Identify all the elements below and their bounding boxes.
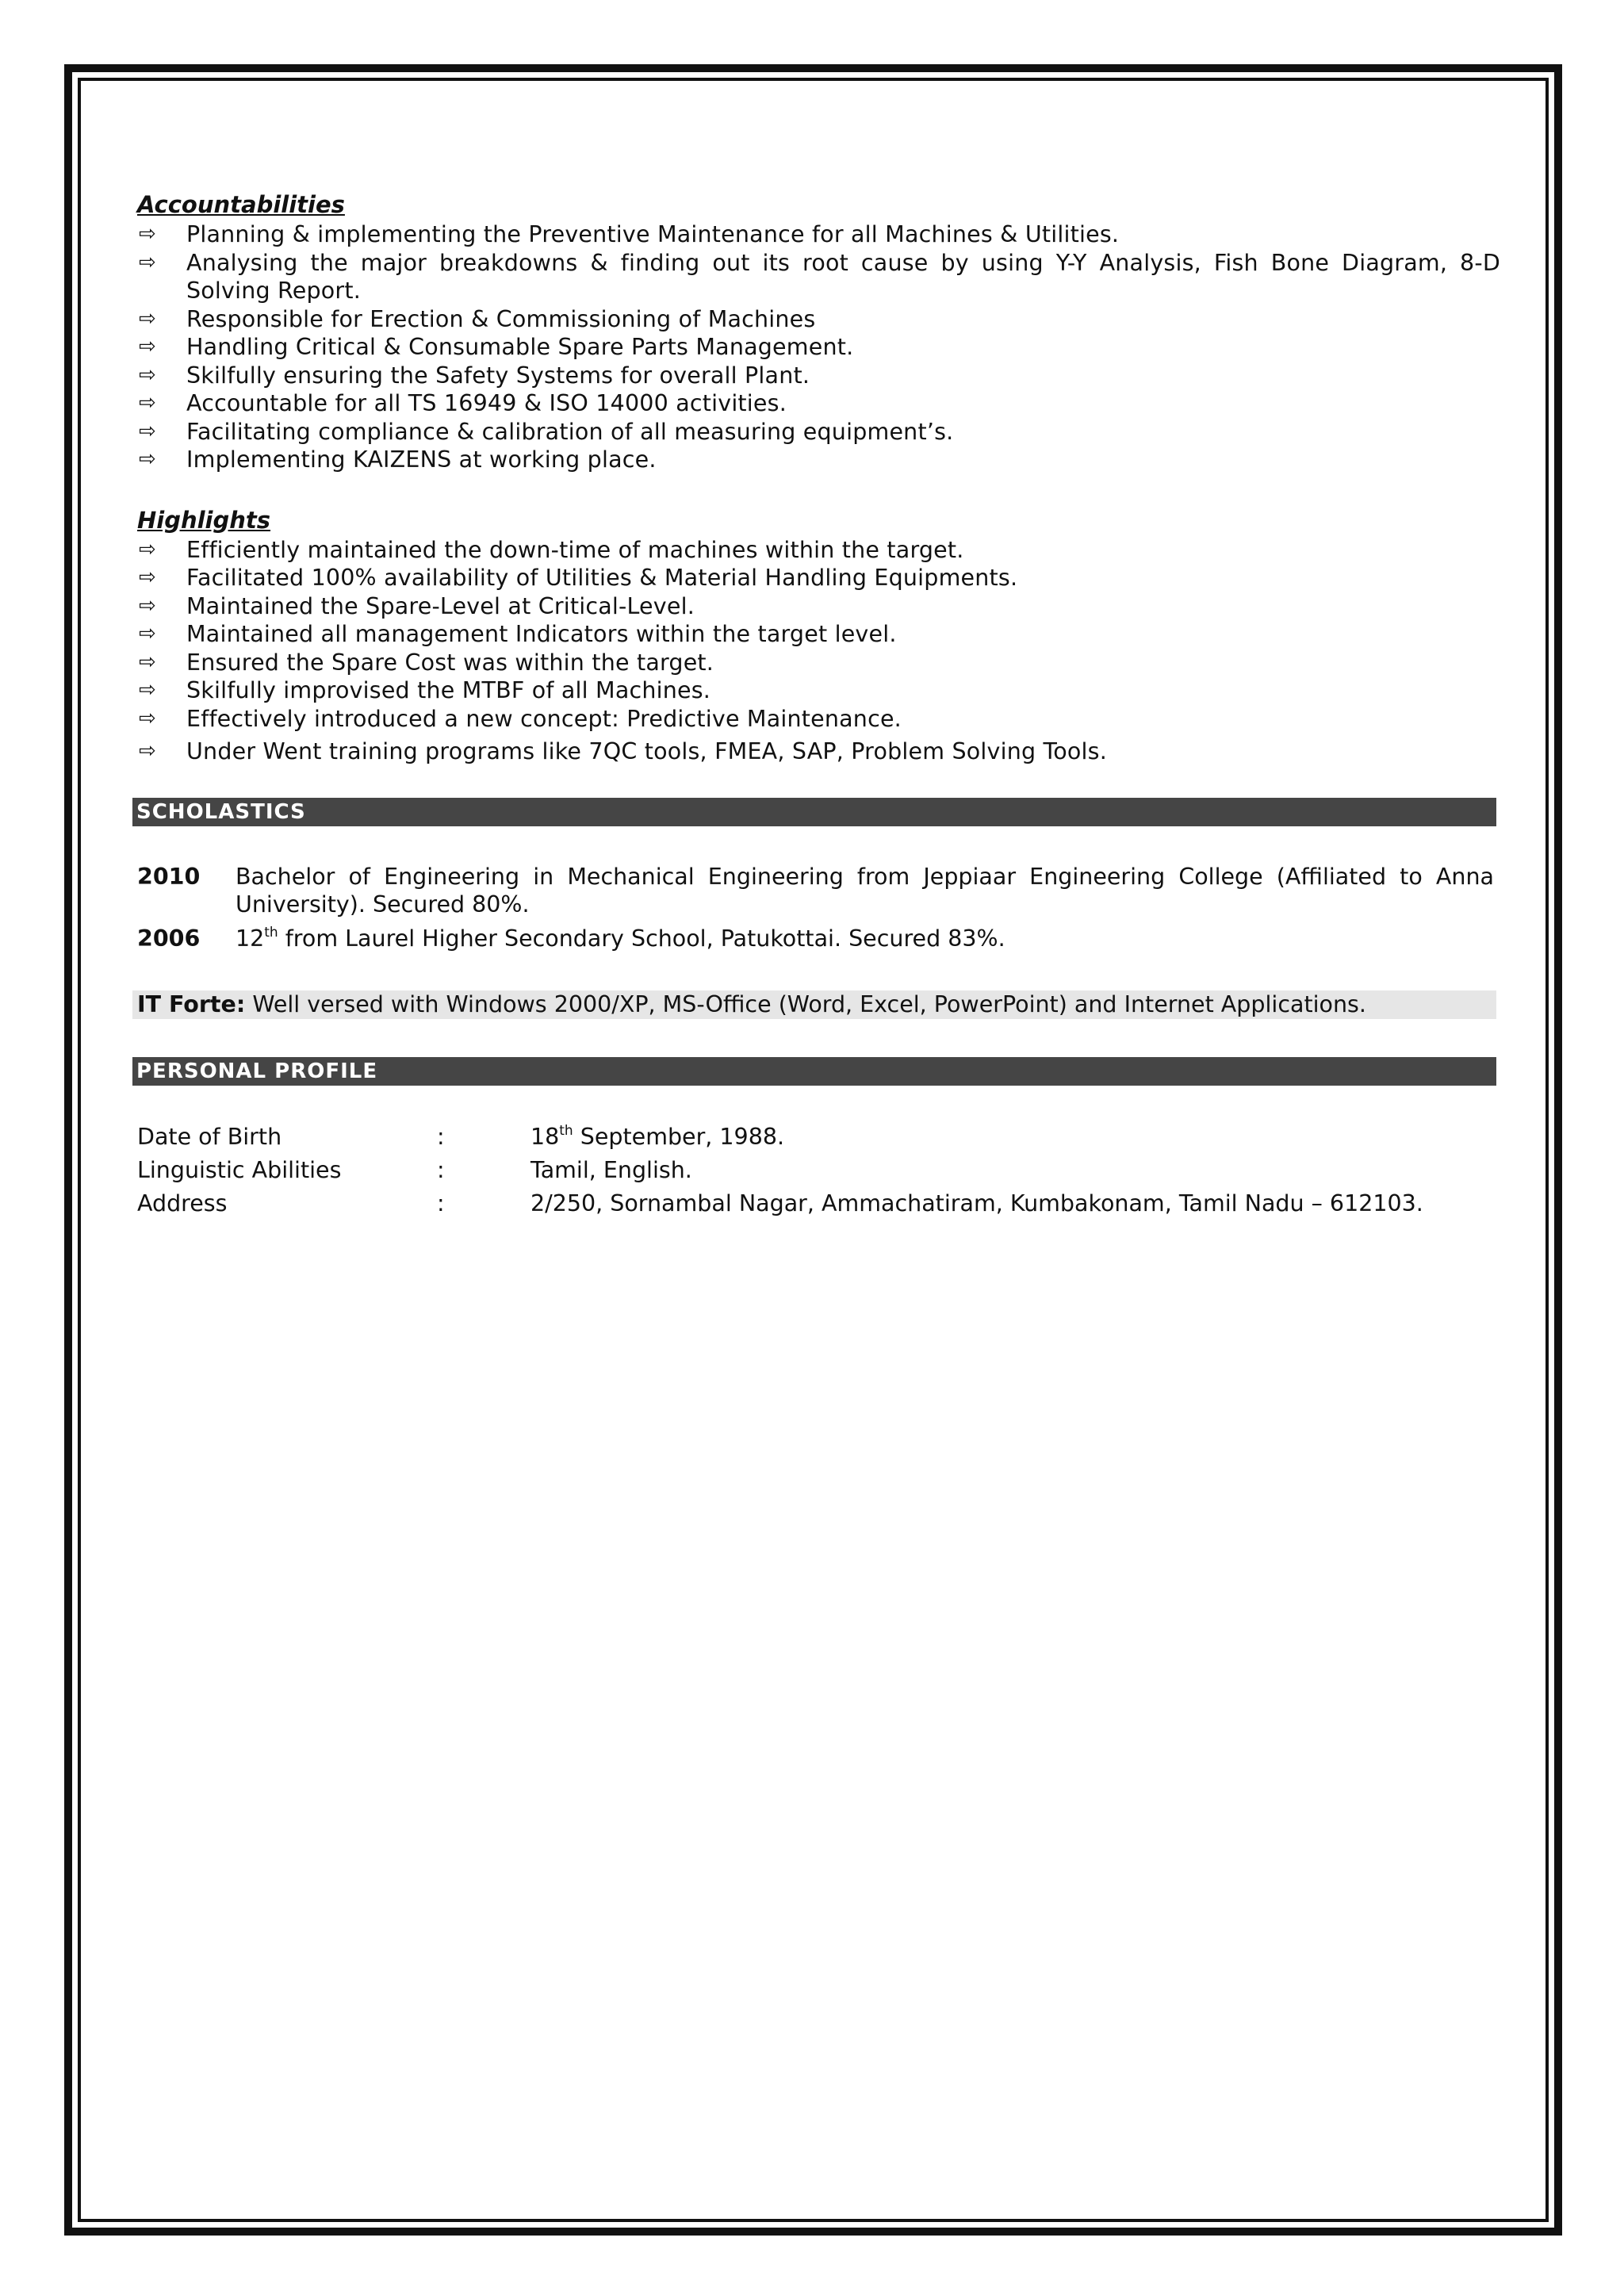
list-item: ⇨ Ensured the Spare Cost was within the target. [139,649,714,676]
list-item: ⇨ Under Went training programs like 7QC tools, FMEA, SAP, Problem Solving Tools. [139,738,1107,764]
dob-value: 18th September, 1988. [530,1122,785,1150]
it-forte-label: IT Forte: [137,990,246,1017]
list-item: ⇨ Handling Critical & Consumable Spare Parts Management. [139,334,854,360]
list-item: ⇨ Effectively introduced a new concept: Predictive Maintenance. [139,705,902,732]
scholastics-list [137,863,1500,952]
dob-label: Date of Birth [137,1123,282,1150]
list-item: ⇨ Facilitating compliance & calibration of all measuring equipment’s. [139,418,954,445]
list-item: ⇨ Planning & implementing the Preventive Maintenance for all Machines & Utilities. [139,221,1120,247]
table-row [137,1154,1423,1187]
arrow-bullet-icon: ⇨ [139,419,156,443]
languages-value: Tamil, English. [530,1156,692,1183]
education-detail: 12th from Laurel Higher Secondary School, Patukottai. Secured 83%. [236,924,1005,952]
arrow-bullet-icon: ⇨ [139,593,156,618]
personal-profile-table [137,1121,1423,1220]
list-item: ⇨ Responsible for Erection & Commissioning of Machines [139,305,816,332]
arrow-bullet-icon: ⇨ [139,622,156,646]
arrow-bullet-icon: ⇨ [139,362,156,387]
arrow-bullet-icon: ⇨ [139,222,156,246]
arrow-bullet-icon: ⇨ [139,250,156,274]
list-item: ⇨ Analysing the major breakdowns & finding out its root cause by using Y-Y Analysis, Fish Bone Diagram, 8-D Solving Report. [139,249,1500,304]
education-detail: Bachelor of Engineering in Mechanical Engineering from Jeppiaar Engineering College (Affiliated to Anna University). Secured 80%. [236,863,1494,918]
arrow-bullet-icon: ⇨ [139,537,156,561]
address-label: Address [137,1190,228,1216]
address-value: 2/250, Sornambal Nagar, Ammachatiram, Kumbakonam, Tamil Nadu – 612103. [530,1190,1423,1216]
accountabilities-heading: Accountabilities [137,191,345,218]
separator: : [437,1123,445,1150]
resume-page [137,189,1500,1220]
scholastics-section-bar: SCHOLASTICS [132,798,1496,826]
education-entry [137,863,1500,918]
list-item: ⇨ Skilfully ensuring the Safety Systems for overall Plant. [139,362,810,389]
highlights-heading: Highlights [137,506,271,534]
accountabilities-list [137,220,1500,474]
personal-profile-section-bar: PERSONAL PROFILE [132,1057,1496,1086]
arrow-bullet-icon: ⇨ [139,649,156,674]
it-forte-text: Well versed with Windows 2000/XP, MS-Office (Word, Excel, PowerPoint) and Internet Applications. [245,990,1366,1017]
arrow-bullet-icon: ⇨ [139,706,156,730]
table-row [137,1187,1423,1220]
arrow-bullet-icon: ⇨ [139,739,156,763]
it-forte-bar [132,990,1496,1019]
list-item: ⇨ Efficiently maintained the down-time of machines within the target. [139,536,964,563]
arrow-bullet-icon: ⇨ [139,335,156,358]
languages-label: Linguistic Abilities [137,1156,342,1183]
list-item: ⇨ Maintained all management Indicators within the target level. [139,621,897,647]
separator: : [437,1156,445,1183]
education-year: 2006 [137,925,201,952]
arrow-bullet-icon: ⇨ [139,391,156,415]
arrow-bullet-icon: ⇨ [139,447,156,471]
list-item: ⇨ Accountable for all TS 16949 & ISO 14000 activities. [139,390,787,416]
highlights-list [137,536,1500,766]
arrow-bullet-icon: ⇨ [139,565,156,589]
arrow-bullet-icon: ⇨ [139,678,156,702]
arrow-bullet-icon: ⇨ [139,306,156,331]
list-item: ⇨ Skilfully improvised the MTBF of all Machines. [139,677,711,703]
list-item: ⇨ Maintained the Spare-Level at Critical-Level. [139,592,695,619]
table-row [137,1121,1423,1154]
list-item: ⇨ Implementing KAIZENS at working place. [139,446,657,473]
education-year: 2010 [137,863,201,890]
list-item: ⇨ Facilitated 100% availability of Utilities & Material Handling Equipments. [139,565,1018,591]
education-entry [137,925,1500,952]
separator: : [437,1190,445,1216]
